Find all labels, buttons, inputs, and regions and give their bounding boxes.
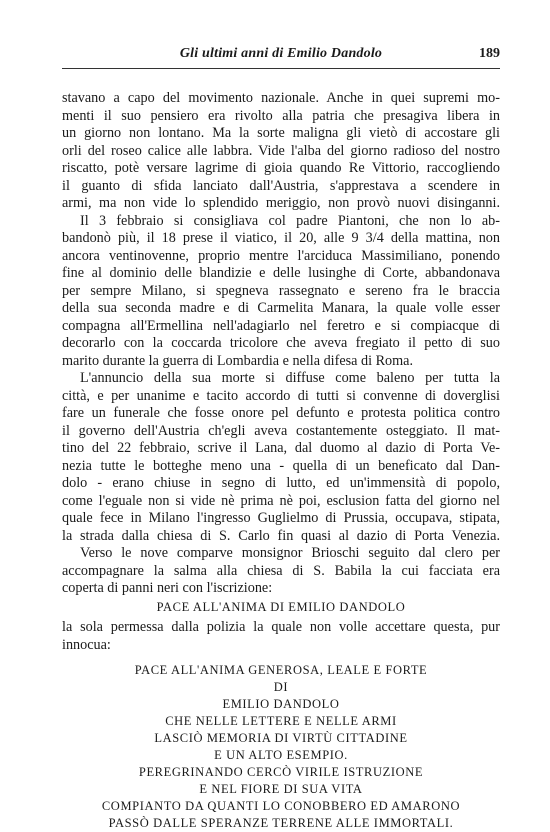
text-line: fine al dominio delle blandizie e delle lusinghe di Corte, abbandonava xyxy=(62,265,500,281)
text-line: coperta di panni neri con l'iscrizione: xyxy=(62,580,273,596)
text-line: compagna all'Ermellina nell'adagiarlo nel feretro e si compiacque di xyxy=(62,317,500,334)
text-line: dolo - erano chiuse in segno di lutto, ed un'immensità di popolo, xyxy=(62,475,500,491)
inscription-line: DI xyxy=(273,680,289,694)
paragraph-4 xyxy=(62,545,500,598)
inscription-line: CHE NELLE LETTERE E NELLE ARMI xyxy=(165,714,397,728)
text-line: come l'eguale non si vide nè prima nè poi, esclusion fatta del giorno nel xyxy=(62,492,500,509)
text-line: città, e per unanime e tacito accordo di tutti si convenne di doverglisi xyxy=(62,387,500,404)
text-line: innocua: xyxy=(62,636,111,653)
text-line: tino del 22 febbraio, scrive il Lana, dal duomo al dazio di Porta Ve- xyxy=(62,440,500,456)
text-line: il governo dell'Austria ch'egli aveva costantemente osteggiato. Il mat- xyxy=(62,422,500,439)
inscription-line: PASSÒ DALLE SPERANZE TERRENE ALLE IMMORTALI. xyxy=(108,816,454,830)
text-line: menti il suo pensiero era rivolto alla patria che presagiva libera in xyxy=(62,107,500,124)
text-line: decorarlo con la coccarda tricolore che aveva fregiato il petto di suo xyxy=(62,335,500,351)
text-line: un giorno non lontano. Ma la sorte maligna gli vietò di accostare gli xyxy=(62,125,500,141)
paragraph-1 xyxy=(62,90,500,213)
text-line: della sua seconda madre e di Carmelita Manara, la quale volle esser xyxy=(62,300,500,316)
paragraph-5 xyxy=(62,619,500,654)
text-line: stavano a capo del movimento nazionale. Anche in quei supremi mo- xyxy=(62,90,500,106)
text-line: nezia tutte le botteghe meno una - quella di un beneficato dal Dan- xyxy=(62,457,500,474)
text-line: quale fece in Milano l'ingresso Guglielmo di Prussia, occupava, stipata, xyxy=(62,510,500,526)
text-line: orli del roseo calice alle labbra. Vide l'alba del giorno radioso del nostro xyxy=(62,142,500,159)
text-line: L'annuncio della sua morte si diffuse come baleno per tutta la xyxy=(80,370,500,386)
text-line: la sola permessa dalla polizia la quale non volle accettare questa, pur xyxy=(62,619,500,635)
inscription-line: PACE ALL'ANIMA DI EMILIO DANDOLO xyxy=(156,599,406,614)
inscription-line: COMPIANTO DA QUANTI LO CONOBBERO ED AMARONO xyxy=(101,799,461,813)
inscription-line: PEREGRINANDO CERCÒ VIRILE ISTRUZIONE xyxy=(138,765,424,779)
text-line: la strada dalla chiesa di S. Carlo fin quasi al dazio di Porta Venezia. xyxy=(62,527,500,544)
text-line: Il 3 febbraio si consigliava col padre Piantoni, che non lo ab- xyxy=(80,212,500,229)
text-line: accompagnare la salma alla chiesa di S. Babila la cui facciata era xyxy=(62,562,500,579)
text-line: bandonò più, il 18 prese il viatico, il 20, alle 9 3/4 della mattina, non xyxy=(62,230,500,246)
paragraph-3 xyxy=(62,370,500,545)
inscription-line: EMILIO DANDOLO xyxy=(222,697,340,711)
page-number: 189 xyxy=(479,46,500,61)
inscription-line: PACE ALL'ANIMA GENEROSA, LEALE E FORTE xyxy=(134,663,428,677)
text-line: il guanto di sfida lanciato dall'Austria, s'apprestava a scendere in xyxy=(62,177,500,194)
inscription-line: LASCIÒ MEMORIA DI VIRTÙ CITTADINE xyxy=(154,731,408,745)
running-title: Gli ultimi anni di Emilio Dandolo xyxy=(179,46,383,61)
page-header xyxy=(62,44,500,69)
body-text xyxy=(62,90,500,832)
text-line: fare un funerale che fosse onore pel defunto e protesta politica contro xyxy=(62,405,500,421)
inscription-line: E UN ALTO ESEMPIO. xyxy=(214,748,348,762)
inscription-line: E NEL FIORE DI SUA VITA xyxy=(199,782,363,796)
full-inscription xyxy=(62,662,500,832)
text-line: ancora ventinovenne, proprio mentre l'arciduca Massimiliano, ponendo xyxy=(62,247,500,264)
text-line: per sempre Milano, si spegneva rassegnato e sereno fra le braccia xyxy=(62,282,500,299)
text-line: riscatto, potè versare lagrime di gioia quando Re Vittorio, raccogliendo xyxy=(62,160,500,176)
paragraph-2 xyxy=(62,213,500,371)
text-line: Verso le nove comparve monsignor Brioschi seguito dal clero per xyxy=(80,545,500,561)
text-line: marito durante la guerra di Lombardia e nella difesa di Roma. xyxy=(62,352,414,369)
short-inscription xyxy=(62,599,500,617)
text-line: armi, ma non vide lo splendido meriggio, non provò nuovi disinganni. xyxy=(62,195,500,211)
